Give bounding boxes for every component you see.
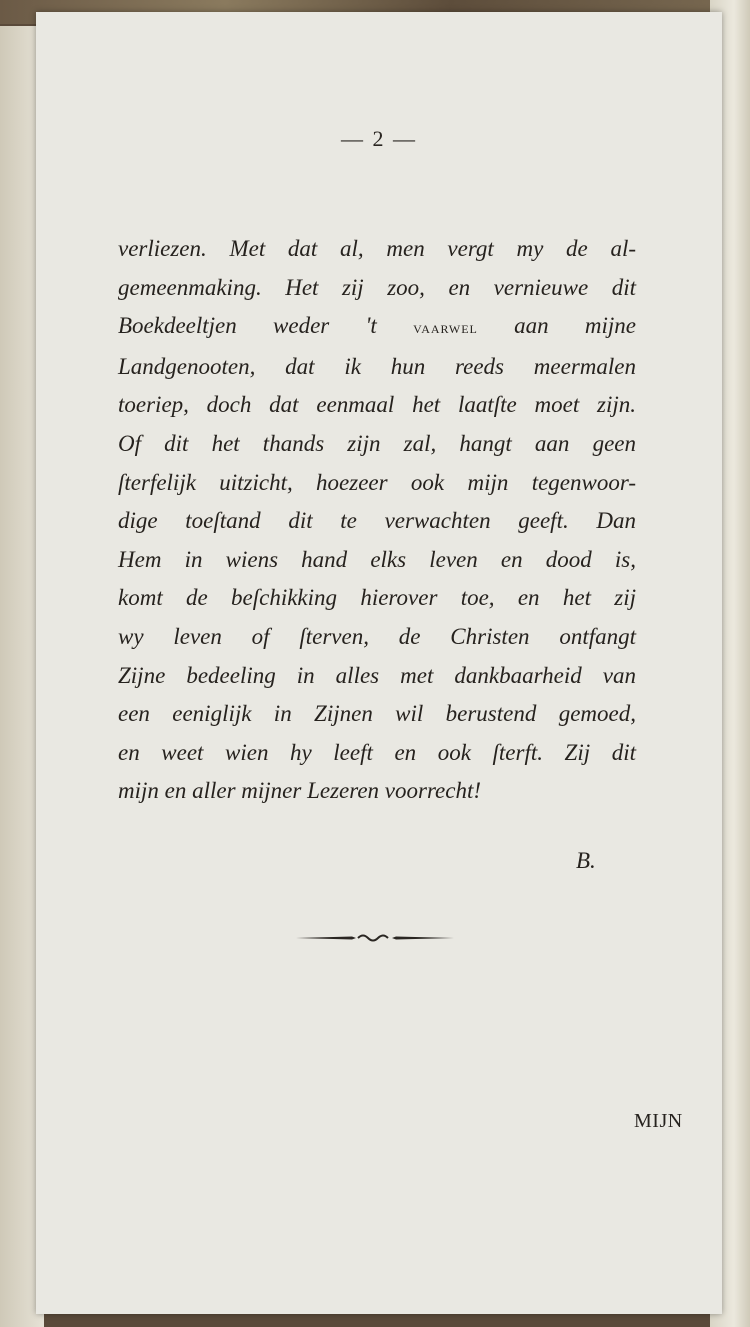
signature: B. [576, 848, 596, 873]
text-line-1: verliezen. Met dat al, men vergt my de al- [118, 236, 636, 261]
text-line-8: dige toeſtand dit te verwachten geeft. Dan [118, 508, 636, 534]
text-line-3: Boekdeeltjen weder 't vaarwel aan mijne [118, 313, 636, 339]
small-caps-word: vaarwel [413, 318, 478, 338]
text-line-6: Of dit het thands zijn zal, hangt aan geen [118, 430, 636, 456]
text-line-14: en weet wien hy leeft en ook ſterft. Zij dit [118, 739, 636, 765]
text-line-4: Landgenooten, dat ik hun reeds meermalen [118, 353, 636, 379]
text-line-10: komt de beſchikking hierover toe, en het zij [118, 585, 636, 611]
text-line-15: mijn en aller mijner Lezeren voorrecht! [118, 778, 482, 804]
page-number: — 2 — [341, 126, 417, 151]
text-line-2: gemeenmaking. Het zij zoo, en vernieuwe dit [118, 274, 636, 300]
text-line-12: Zijne bedeeling in alles met dankbaarheid van [118, 662, 636, 688]
text-line-5: toeriep, doch dat eenmaal het laatſte moet zijn. [118, 392, 636, 418]
catchword: MIJN [634, 1110, 683, 1132]
text-line-7: ſterfelijk uitzicht, hoezeer ook mijn tegenwoor- [118, 469, 636, 495]
body-text [118, 230, 636, 811]
book-page [36, 12, 722, 1314]
ornament-divider [296, 930, 454, 946]
text-line-11: wy leven of ſterven, de Christen ontfangt [118, 623, 636, 649]
text-line-9: Hem in wiens hand elks leven en dood is, [118, 546, 636, 572]
text-line-13: een eeniglijk in Zijnen wil berustend gemoed, [118, 701, 636, 727]
